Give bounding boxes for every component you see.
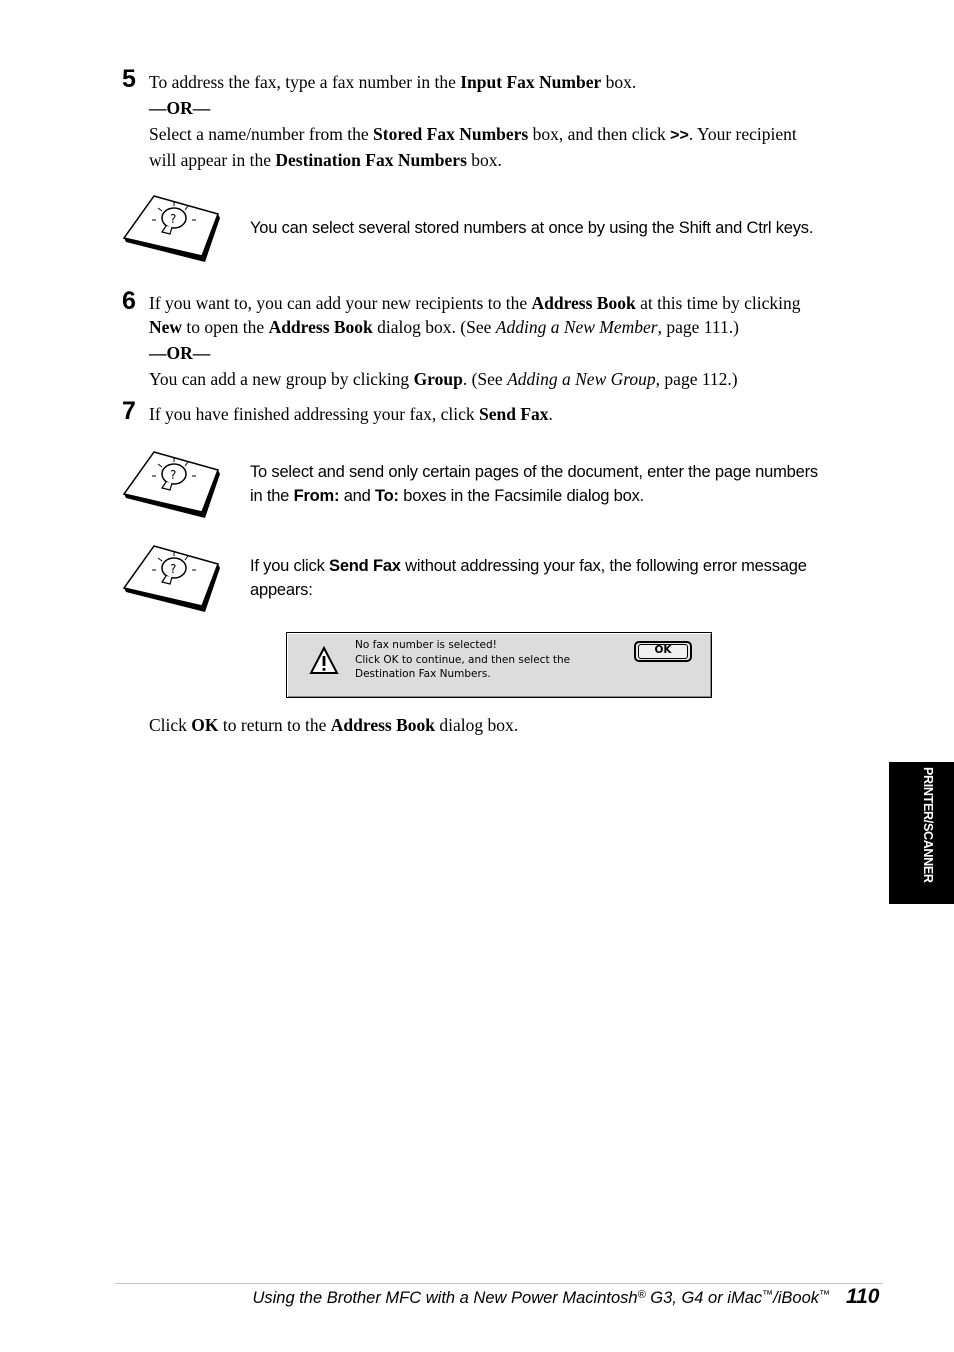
dialog-message: [355, 638, 570, 682]
warning-triangle-icon: [309, 646, 339, 676]
step-number-6: 6: [122, 287, 136, 315]
after-dialog-text: Click OK to return to the Address Book dialog box.: [149, 715, 519, 735]
note-1-text: You can select several stored numbers at once by using the Shift and Ctrl keys.: [250, 219, 814, 237]
section-side-tab: [889, 762, 954, 904]
svg-text:?: ?: [170, 468, 177, 482]
svg-text:?: ?: [170, 562, 177, 576]
lightbulb-note-icon: [122, 448, 222, 520]
dialog-message-line-1: No fax number is selected!: [355, 639, 497, 651]
note-3-text: [250, 554, 890, 602]
step-6-line-1: If you want to, you can add your new recipients to the Address Book at this time by clicking: [149, 293, 801, 313]
step-6-text: [149, 291, 889, 391]
step-5-line-2: Select a name/number from the Stored Fax Numbers box, and then click >>. Your recipient: [149, 124, 797, 144]
page-number: 110: [846, 1285, 880, 1308]
step-6-line-2: New to open the Address Book dialog box. (See Adding a New Member, page 111.): [149, 317, 739, 337]
step-7-text: If you have finished addressing your fax, click Send Fax.: [149, 404, 553, 424]
step-number-7: 7: [122, 397, 136, 425]
step-5-or: —OR—: [149, 98, 211, 118]
dialog-message-line-2: Click OK to continue, and then select the: [355, 653, 571, 666]
ok-button[interactable]: [634, 641, 692, 662]
note-3-line-2: appears:: [250, 581, 313, 599]
step-5-line-3: will appear in the Destination Fax Numbers box.: [149, 150, 502, 170]
error-dialog: [286, 632, 712, 698]
note-3-line-1: If you click Send Fax without addressing your fax, the following error message: [250, 557, 807, 575]
footer-title: Using the Brother MFC with a New Power Macintosh® G3, G4 or iMac™/iBook™: [252, 1289, 830, 1307]
step-6-line-3: You can add a new group by clicking Group. (See Adding a New Group, page 112.): [149, 369, 738, 389]
lightbulb-note-icon: [122, 542, 222, 614]
dialog-message-line-3: Destination Fax Numbers.: [355, 668, 491, 680]
step-5-line-1: To address the fax, type a fax number in the Input Fax Number box.: [149, 72, 637, 92]
step-6-or: —OR—: [149, 343, 211, 363]
note-2-line-1: To select and send only certain pages of the document, enter the page numbers: [250, 463, 818, 481]
note-2-line-2: in the From: and To: boxes in the Facsimile dialog box.: [250, 487, 645, 505]
lightbulb-note-icon: [122, 192, 222, 264]
step-5-text: [149, 70, 889, 172]
ok-button-label: OK: [654, 644, 672, 656]
note-2-text: [250, 460, 890, 508]
svg-text:?: ?: [170, 212, 177, 226]
side-tab-label: PRINTER/SCANNER: [921, 767, 935, 883]
footer-divider: [115, 1283, 883, 1284]
step-number-5: 5: [122, 65, 136, 93]
